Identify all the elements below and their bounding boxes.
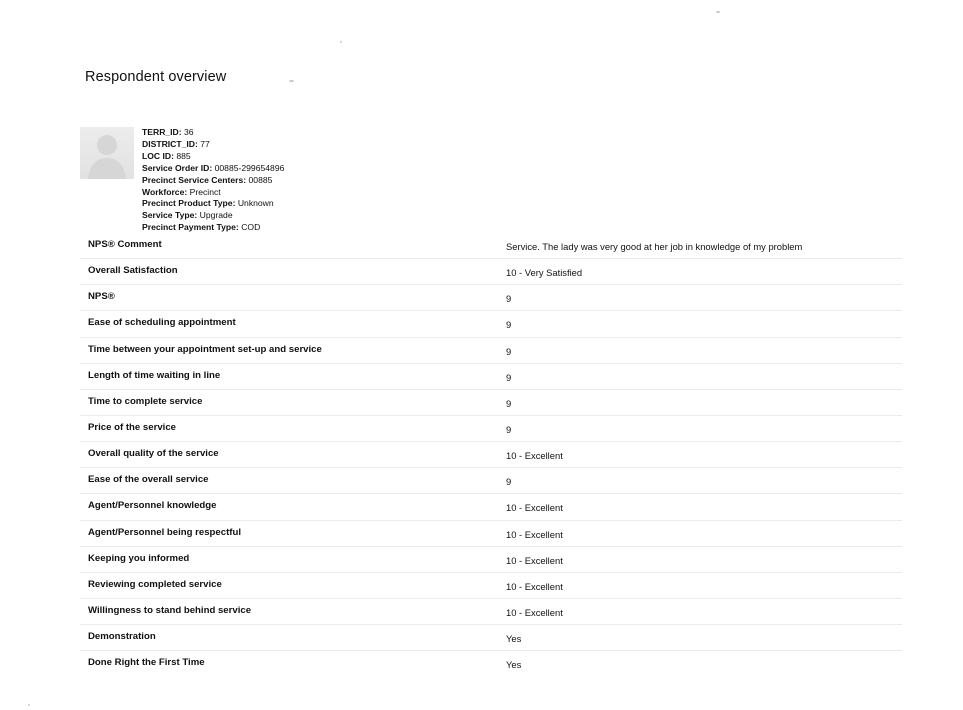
result-row bbox=[80, 651, 902, 677]
result-row bbox=[80, 599, 902, 625]
question-label: Reviewing completed service bbox=[88, 578, 222, 590]
result-row bbox=[80, 338, 902, 364]
question-label: NPS® Comment bbox=[88, 239, 162, 250]
answer-value: 10 - Excellent bbox=[506, 580, 563, 592]
answer-value: 10 - Excellent bbox=[506, 450, 563, 462]
meta-row-service-order-id bbox=[142, 163, 284, 175]
answer-value: 10 - Very Satisfied bbox=[506, 267, 583, 279]
result-row bbox=[80, 285, 902, 311]
result-row bbox=[80, 364, 902, 390]
result-row bbox=[80, 625, 902, 651]
person-placeholder-icon bbox=[80, 127, 134, 179]
meta-row-loc-id bbox=[142, 151, 284, 163]
meta-value: 00885 bbox=[248, 174, 273, 185]
meta-label: Precinct Service Centers: bbox=[142, 174, 247, 185]
result-row bbox=[80, 416, 902, 442]
result-row bbox=[80, 442, 902, 468]
scan-speck bbox=[28, 704, 30, 706]
question-label: Done Right the First Time bbox=[88, 657, 205, 669]
meta-label: Service Order ID: bbox=[142, 162, 213, 173]
survey-results-table bbox=[80, 233, 902, 677]
meta-row-precinct-service-centers bbox=[142, 175, 284, 187]
answer-value: 9 bbox=[506, 476, 512, 488]
answer-value: 9 bbox=[506, 397, 512, 409]
meta-value: 36 bbox=[184, 127, 194, 137]
meta-label: Workforce: bbox=[142, 186, 188, 197]
result-row bbox=[80, 521, 902, 547]
question-label: Time between your appointment set-up and service bbox=[88, 343, 322, 355]
question-label: Length of time waiting in line bbox=[88, 369, 221, 381]
meta-value: 00885-299654896 bbox=[214, 162, 285, 173]
meta-value: Upgrade bbox=[199, 210, 233, 221]
question-label: Overall Satisfaction bbox=[88, 265, 178, 277]
avatar bbox=[80, 127, 134, 179]
question-label: Willingness to stand behind service bbox=[88, 604, 252, 616]
meta-label: Precinct Payment Type: bbox=[142, 222, 239, 233]
question-label: Time to complete service bbox=[88, 395, 203, 407]
answer-value: 9 bbox=[506, 293, 512, 305]
answer-value: Service. The lady was very good at her job in knowledge of my problem bbox=[506, 241, 803, 252]
meta-row-precinct-product-type bbox=[142, 198, 284, 210]
meta-row-service-type bbox=[142, 210, 284, 222]
meta-label: Precinct Product Type: bbox=[142, 198, 236, 209]
scan-speck bbox=[340, 41, 342, 43]
page-title: Respondent overview bbox=[85, 69, 227, 85]
result-row bbox=[80, 311, 902, 337]
meta-value: 77 bbox=[200, 138, 210, 149]
meta-value: Precinct bbox=[189, 186, 221, 197]
answer-value: Yes bbox=[506, 659, 522, 671]
question-label: Agent/Personnel being respectful bbox=[88, 526, 241, 538]
question-label: Overall quality of the service bbox=[88, 448, 219, 460]
meta-value: COD bbox=[241, 222, 261, 233]
answer-value: 10 - Excellent bbox=[506, 606, 563, 618]
question-label: Price of the service bbox=[88, 421, 176, 433]
scan-speck bbox=[716, 11, 720, 13]
result-row bbox=[80, 468, 902, 494]
result-row bbox=[80, 547, 902, 573]
answer-value: 9 bbox=[506, 423, 512, 435]
question-label: NPS® bbox=[88, 291, 115, 303]
meta-row-district-id bbox=[142, 139, 284, 151]
meta-label: TERR_ID: bbox=[142, 127, 182, 137]
scan-speck bbox=[289, 80, 294, 82]
meta-row-workforce bbox=[142, 187, 284, 199]
meta-label: LOC ID: bbox=[142, 150, 174, 161]
result-row bbox=[80, 233, 902, 259]
result-row bbox=[80, 494, 902, 520]
question-label: Agent/Personnel knowledge bbox=[88, 500, 217, 512]
question-label: Ease of scheduling appointment bbox=[88, 317, 236, 329]
answer-value: 9 bbox=[506, 371, 512, 383]
answer-value: Yes bbox=[506, 633, 522, 645]
answer-value: 10 - Excellent bbox=[506, 554, 563, 566]
respondent-details bbox=[142, 127, 284, 234]
meta-value: Unknown bbox=[237, 198, 274, 209]
meta-row-terr-id bbox=[142, 127, 284, 139]
answer-value: 10 - Excellent bbox=[506, 502, 563, 514]
question-label: Demonstration bbox=[88, 631, 156, 643]
answer-value: 9 bbox=[506, 345, 512, 357]
answer-value: 10 - Excellent bbox=[506, 528, 563, 540]
meta-label: DISTRICT_ID: bbox=[142, 138, 198, 149]
result-row bbox=[80, 259, 902, 285]
question-label: Ease of the overall service bbox=[88, 474, 209, 486]
answer-value: 9 bbox=[506, 319, 512, 331]
result-row bbox=[80, 390, 902, 416]
meta-value: 885 bbox=[176, 150, 191, 161]
result-row bbox=[80, 573, 902, 599]
meta-label: Service Type: bbox=[142, 210, 198, 221]
question-label: Keeping you informed bbox=[88, 552, 190, 564]
